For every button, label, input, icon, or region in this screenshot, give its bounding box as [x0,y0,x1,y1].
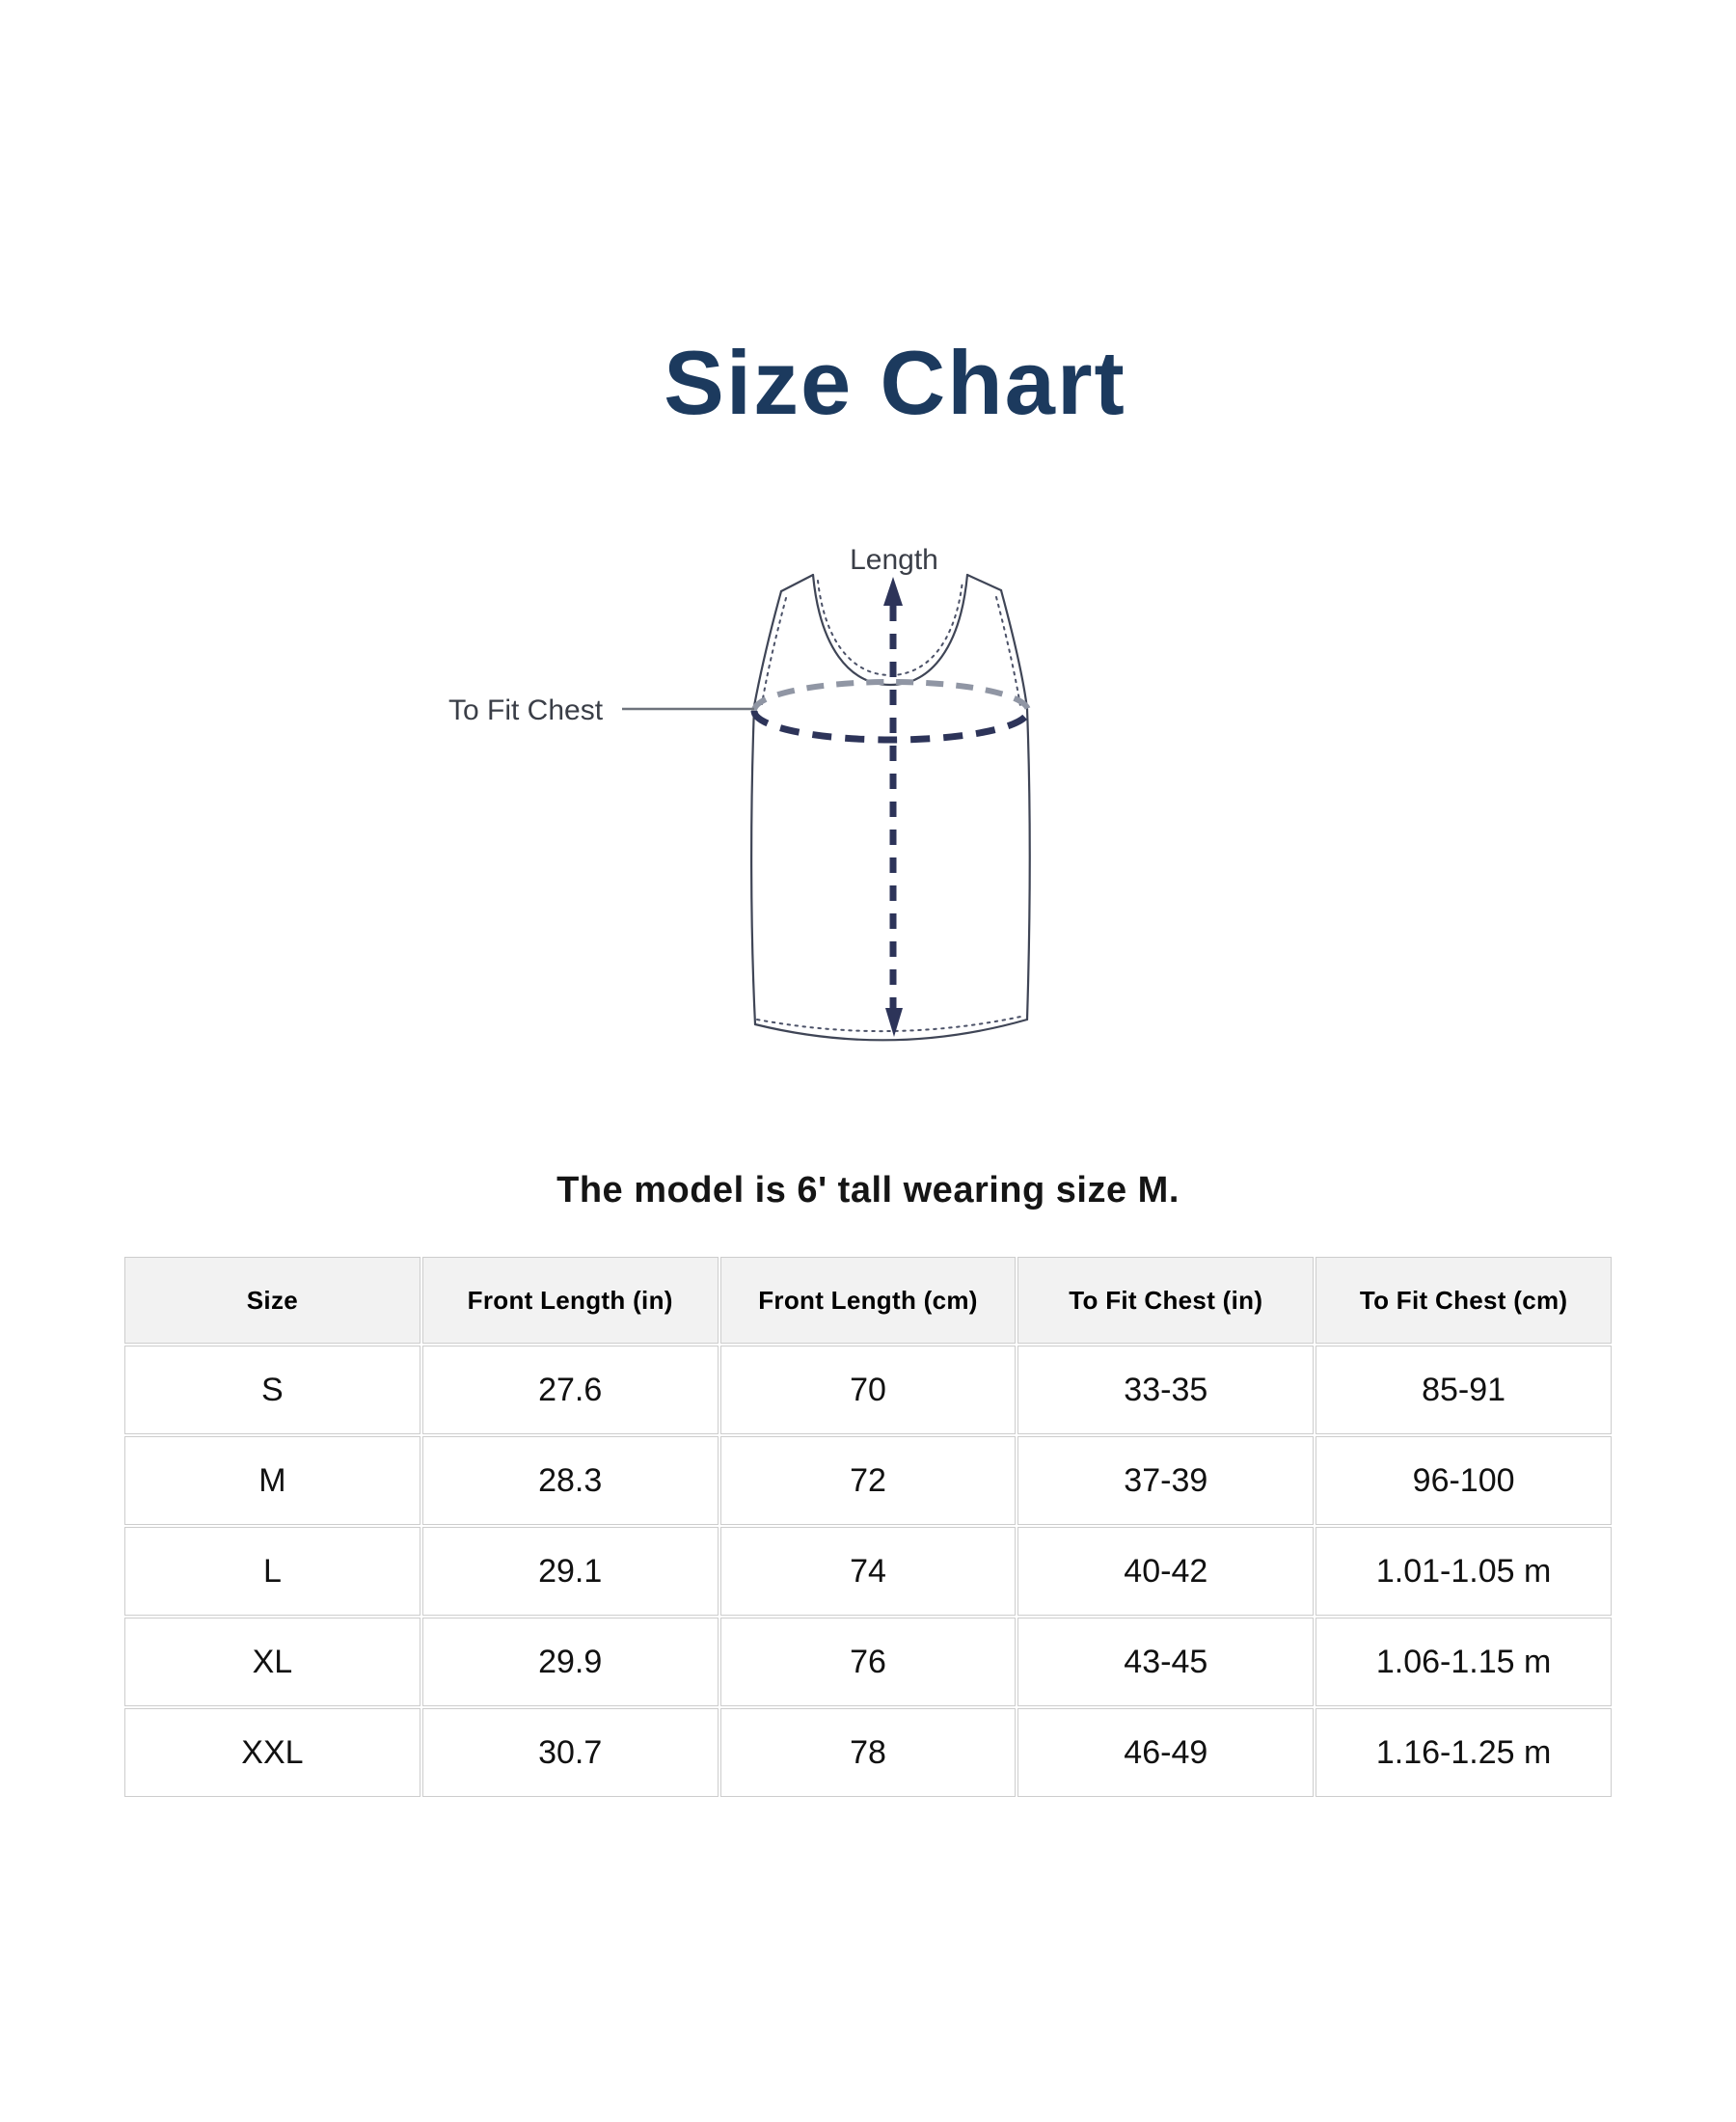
tank-top-illustration [386,521,1350,1061]
value-cell: 30.7 [422,1708,719,1797]
column-header: To Fit Chest (in) [1017,1257,1314,1344]
size-table-head [124,1257,1612,1344]
table-row [124,1618,1612,1706]
size-cell: XL [124,1618,420,1706]
value-cell: 72 [720,1436,1017,1525]
header-row [124,1257,1612,1344]
tank-top-diagram [386,521,1350,1061]
size-cell: XXL [124,1708,420,1797]
value-cell: 28.3 [422,1436,719,1525]
value-cell: 1.06-1.15 m [1316,1618,1612,1706]
value-cell: 40-42 [1017,1527,1314,1616]
column-header: Size [124,1257,420,1344]
size-table [122,1255,1614,1799]
column-header: Front Length (in) [422,1257,719,1344]
table-row [124,1527,1612,1616]
page-title: Size Chart [664,332,1126,433]
value-cell: 85-91 [1316,1346,1612,1434]
table-row [124,1708,1612,1797]
table-row [124,1346,1612,1434]
value-cell: 96-100 [1316,1436,1612,1525]
size-cell: S [124,1346,420,1434]
length-arrow [883,577,903,1037]
column-header: Front Length (cm) [720,1257,1017,1344]
arrow-up-icon [883,577,903,606]
value-cell: 1.01-1.05 m [1316,1527,1612,1616]
arrow-down-icon [885,1008,903,1037]
value-cell: 33-35 [1017,1346,1314,1434]
value-cell: 37-39 [1017,1436,1314,1525]
value-cell: 27.6 [422,1346,719,1434]
value-cell: 70 [720,1346,1017,1434]
size-table-body [124,1346,1612,1797]
value-cell: 46-49 [1017,1708,1314,1797]
table-row [124,1436,1612,1525]
size-cell: L [124,1527,420,1616]
value-cell: 78 [720,1708,1017,1797]
length-label: Length [850,544,938,576]
to-fit-chest-label: To Fit Chest [448,694,604,726]
column-header: To Fit Chest (cm) [1316,1257,1612,1344]
model-note: The model is 6' tall wearing size M. [556,1170,1180,1211]
value-cell: 1.16-1.25 m [1316,1708,1612,1797]
value-cell: 29.1 [422,1527,719,1616]
value-cell: 76 [720,1618,1017,1706]
value-cell: 74 [720,1527,1017,1616]
value-cell: 29.9 [422,1618,719,1706]
size-cell: M [124,1436,420,1525]
value-cell: 43-45 [1017,1618,1314,1706]
